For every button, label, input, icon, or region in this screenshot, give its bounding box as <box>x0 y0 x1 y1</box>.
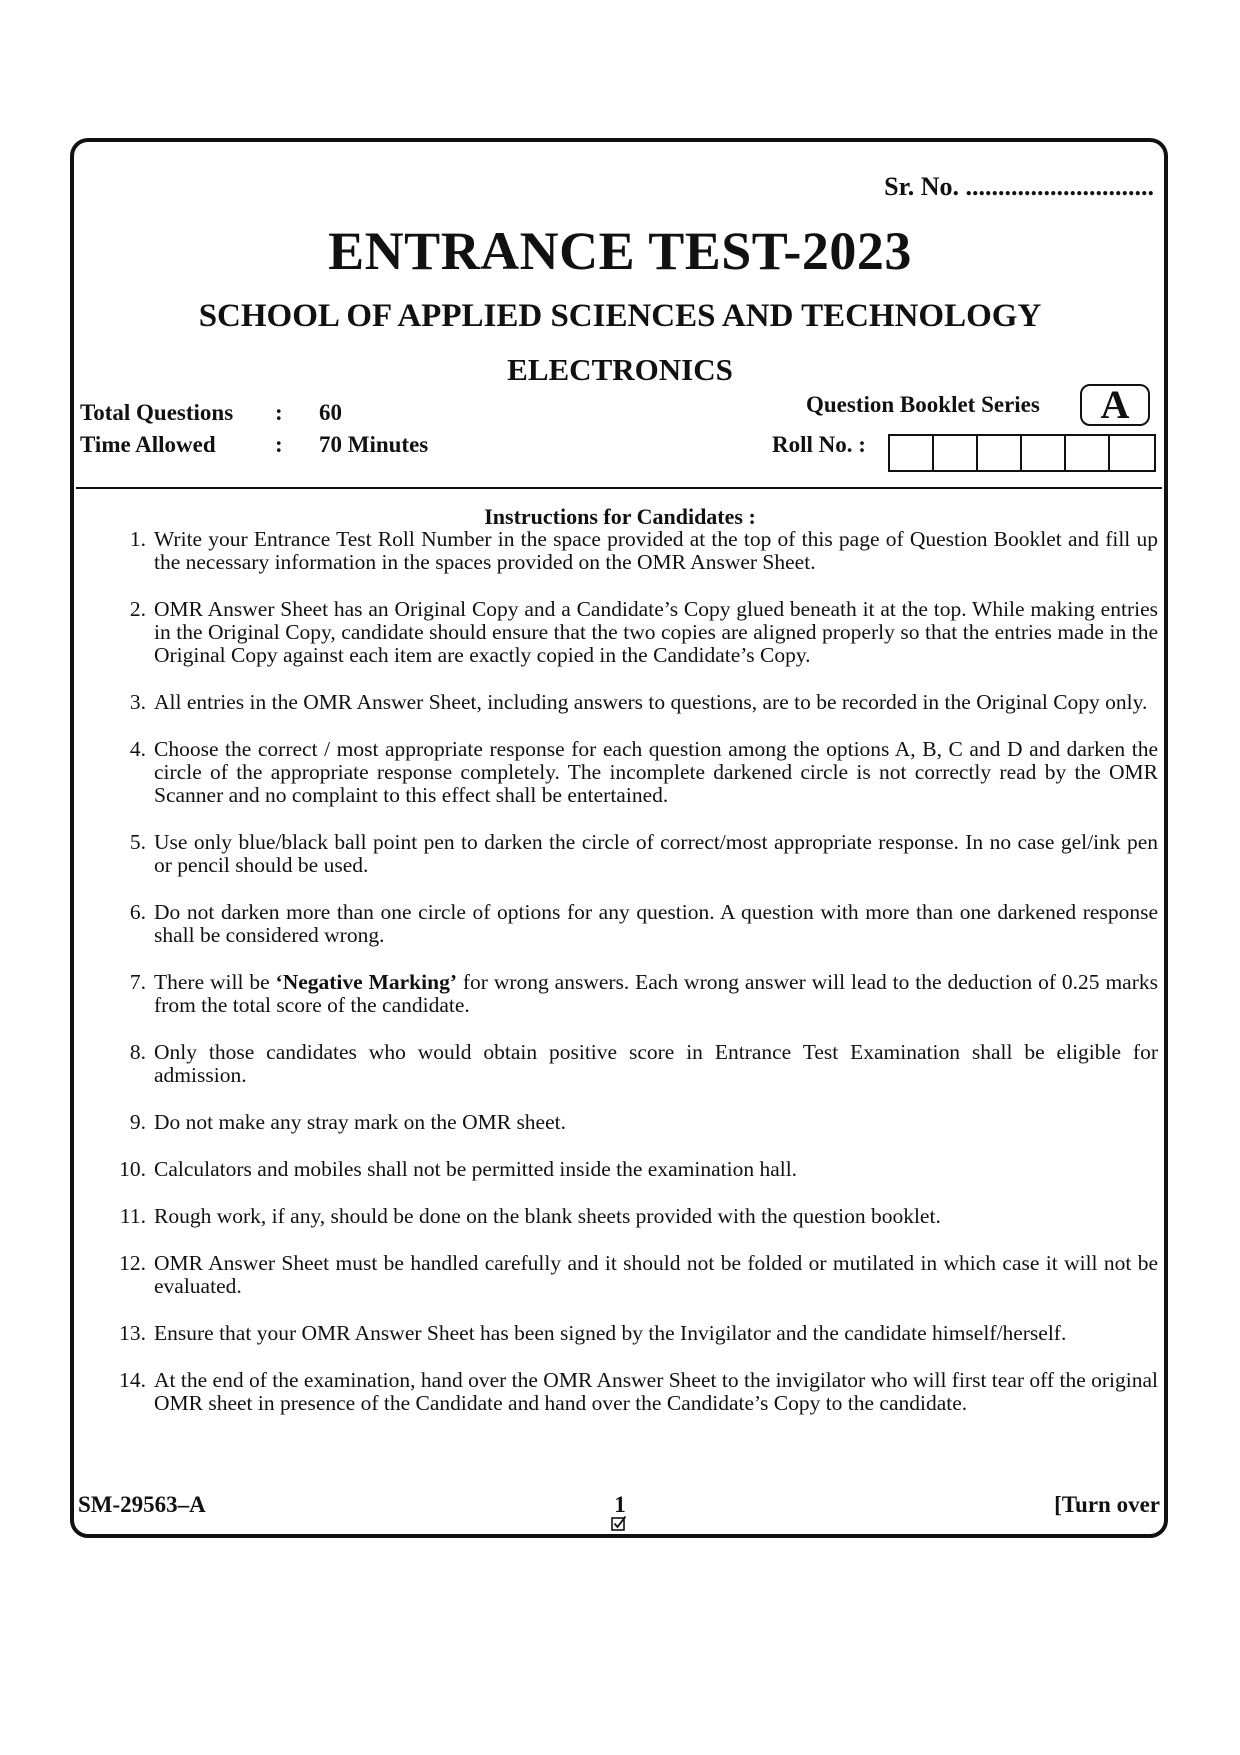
instructions-heading: Instructions for Candidates : <box>484 504 756 529</box>
list-item <box>108 738 1158 807</box>
item-text: OMR Answer Sheet must be handled carefully and it should not be folded or mutilated in which case it will not be evaluated. <box>154 1251 1158 1298</box>
total-questions-row <box>80 400 342 426</box>
time-allowed-value: 70 Minutes <box>319 432 429 457</box>
item-number: 3. <box>129 690 146 714</box>
item-number: 8. <box>129 1040 146 1064</box>
subject-name: ELECTRONICS <box>507 352 733 387</box>
item-number: 2. <box>129 597 146 621</box>
roll-digit-box[interactable] <box>978 436 1022 470</box>
serial-number: Sr. No. ............................. <box>884 172 1154 201</box>
list-item <box>108 1252 1158 1298</box>
instructions-list <box>108 528 1158 1439</box>
item-text: Only those candidates who would obtain positive score in Entrance Test Examination shall be eligible for admission. <box>154 1040 1158 1087</box>
booklet-series-label: Question Booklet Series <box>806 392 1040 417</box>
time-allowed-label: Time Allowed <box>80 432 216 457</box>
item-number: 10. <box>119 1157 146 1181</box>
total-questions-label: Total Questions <box>80 400 234 425</box>
list-item <box>108 691 1158 714</box>
roll-number-label: Roll No. : <box>772 432 866 457</box>
total-questions-value: 60 <box>319 400 342 425</box>
list-item <box>108 1041 1158 1087</box>
turn-over-note: [Turn over <box>1054 1492 1160 1517</box>
item-text: Choose the correct / most appropriate response for each question among the options A, B, C and D and darken the circle of the appropriate response completely. The incomplete darkened circle is not correctly read by the OMR Scanner and no complaint to this effect shall be entertained. <box>154 737 1158 807</box>
item-text: OMR Answer Sheet has an Original Copy and a Candidate’s Copy glued beneath it at the top. While making entries in the Original Copy, candidate should ensure that the two copies are aligned properly so that the entries made in the Original Copy against each item are exactly copied in the Candidate’s Copy. <box>154 597 1158 667</box>
list-item <box>108 1111 1158 1134</box>
item-text: Ensure that your OMR Answer Sheet has been signed by the Invigilator and the candidate himself/herself. <box>154 1321 1067 1345</box>
item-number: 9. <box>129 1110 146 1134</box>
time-allowed-row <box>80 432 428 458</box>
list-item <box>108 901 1158 947</box>
item-number: 11. <box>119 1204 146 1228</box>
item-text: At the end of the examination, hand over the OMR Answer Sheet to the invigilator who will first tear off the original OMR sheet in presence of the Candidate and hand over the Candidate’s Copy to the candidate. <box>154 1368 1158 1415</box>
item-text: All entries in the OMR Answer Sheet, including answers to questions, are to be recorded in the Original Copy only. <box>154 690 1148 714</box>
list-item <box>108 1158 1158 1181</box>
list-item <box>108 528 1158 574</box>
negative-marking-emphasis: ‘Negative Marking’ <box>275 970 457 994</box>
page-number: 1 <box>614 1492 626 1517</box>
item-number: 1. <box>129 527 146 551</box>
roll-number-boxes[interactable] <box>888 434 1156 472</box>
item-text: Do not darken more than one circle of options for any question. A question with more than one darkened response shall be considered wrong. <box>154 900 1158 947</box>
item-number: 4. <box>129 737 146 761</box>
roll-digit-box[interactable] <box>1022 436 1066 470</box>
checkbox-checked-icon <box>611 1515 627 1531</box>
list-item <box>108 1369 1158 1415</box>
booklet-code: SM-29563–A <box>78 1492 206 1517</box>
item-text: Use only blue/black ball point pen to darken the circle of correct/most appropriate response. In no case gel/ink pen or pencil should be used. <box>154 830 1158 877</box>
header-divider <box>76 487 1162 489</box>
roll-digit-box[interactable] <box>890 436 934 470</box>
item-text: Rough work, if any, should be done on the blank sheets provided with the question booklet. <box>154 1204 941 1228</box>
item-number: 7. <box>129 970 146 994</box>
item-number: 5. <box>129 830 146 854</box>
item-text-suffix: for wrong answers. Each wrong answer will lead to the deduction of 0.25 marks from the total score of the candidate. <box>154 970 1158 1017</box>
roll-digit-box[interactable] <box>934 436 978 470</box>
list-item <box>108 831 1158 877</box>
item-number: 13. <box>119 1321 146 1345</box>
item-number: 14. <box>119 1368 146 1392</box>
item-number: 12. <box>119 1251 146 1275</box>
item-text-prefix: There will be <box>154 970 276 994</box>
school-name: SCHOOL OF APPLIED SCIENCES AND TECHNOLOGY <box>198 298 1042 334</box>
list-item <box>108 598 1158 667</box>
list-item <box>108 1205 1158 1228</box>
colon: : <box>275 400 283 425</box>
item-number: 6. <box>129 900 146 924</box>
booklet-series-badge: A <box>1080 384 1150 426</box>
list-item <box>108 971 1158 1017</box>
item-text: Calculators and mobiles shall not be permitted inside the examination hall. <box>154 1157 798 1181</box>
roll-digit-box[interactable] <box>1066 436 1110 470</box>
list-item <box>108 1322 1158 1345</box>
page-title: ENTRANCE TEST-2023 <box>328 221 912 281</box>
item-text: Write your Entrance Test Roll Number in the space provided at the top of this page of Question Booklet and fill up the necessary information in the spaces provided on the OMR Answer Sheet. <box>154 527 1158 574</box>
item-text: Do not make any stray mark on the OMR sheet. <box>154 1110 566 1134</box>
colon: : <box>275 432 283 457</box>
roll-digit-box[interactable] <box>1110 436 1154 470</box>
